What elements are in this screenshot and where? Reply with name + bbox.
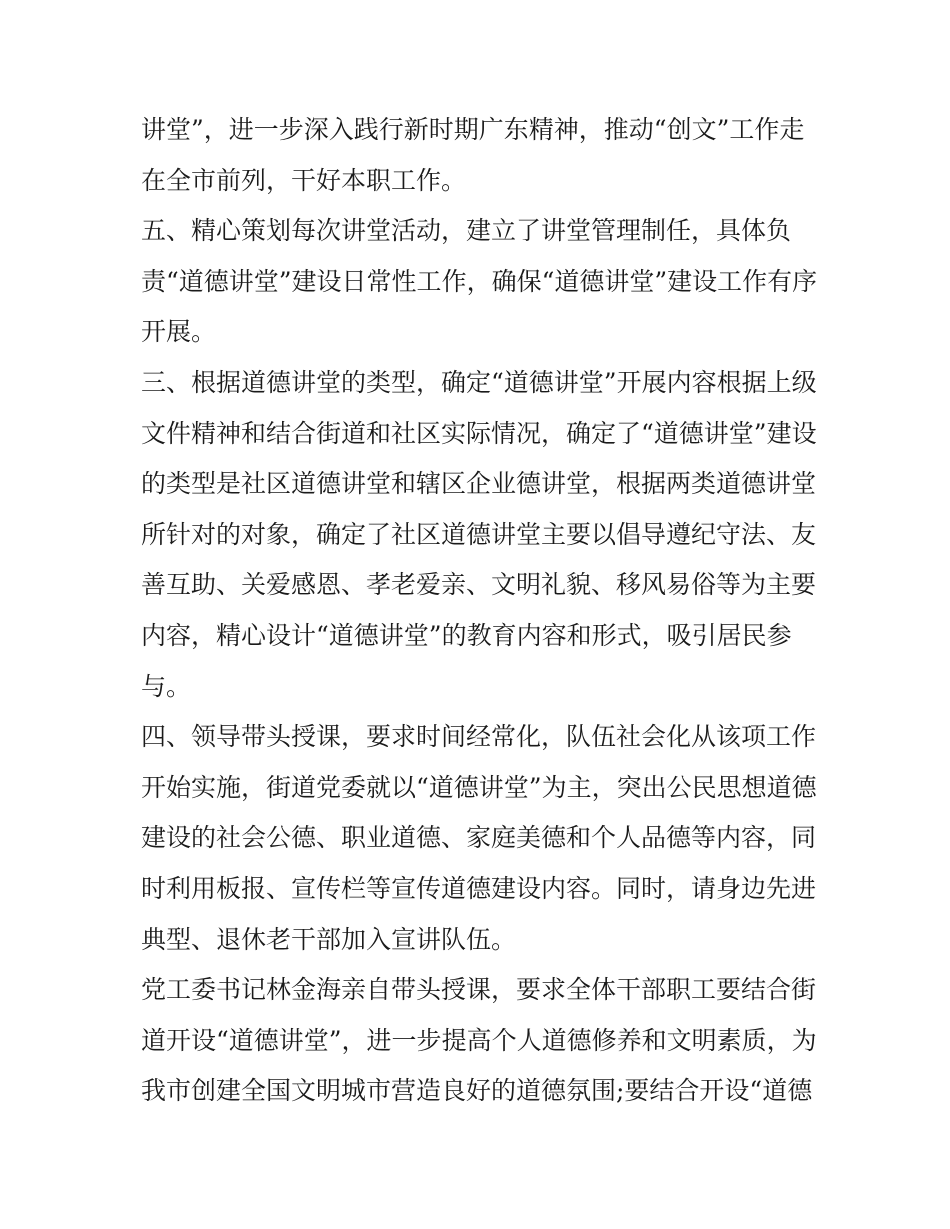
text-line: 我市创建全国文明城市营造良好的道德氛围;要结合开设“道德 bbox=[141, 1076, 813, 1106]
text-line: 讲堂”，进一步深入践行新时期广东精神，推动“创文”工作走 bbox=[141, 115, 805, 144]
text-line: 五、精心策划每次讲堂活动，建立了讲堂管理制任，具体负 bbox=[141, 216, 792, 246]
text-line: 所针对的对象，确定了社区道德讲堂主要以倡导遵纪守法、友 bbox=[141, 519, 817, 549]
document-body bbox=[141, 105, 821, 1117]
text-line: 开展。 bbox=[141, 317, 217, 347]
text-line: 内容，精心设计“道德讲堂”的教育内容和形式，吸引居民参 bbox=[141, 620, 792, 650]
text-line: 责“道德讲堂”建设日常性工作，确保“道德讲堂”建设工作有序 bbox=[141, 266, 818, 296]
text-line: 四、领导带头授课，要求时间经常化，队伍社会化从该项工作 bbox=[141, 722, 817, 752]
text-line: 时利用板报、宣传栏等宣传道德建设内容。同时，请身边先进 bbox=[141, 873, 817, 903]
text-line: 文件精神和结合街道和社区实际情况，确定了“道德讲堂”建设 bbox=[141, 418, 817, 448]
text-line: 三、根据道德讲堂的类型，确定“道德讲堂”开展内容根据上级 bbox=[141, 367, 817, 397]
text-line: 开始实施，街道党委就以“道德讲堂”为主，突出公民思想道德 bbox=[141, 772, 817, 802]
text-line: 道开设“道德讲堂”，进一步提高个人道德修养和文明素质，为 bbox=[141, 1025, 817, 1055]
text-line: 典型、退休老干部加入宣讲队伍。 bbox=[141, 924, 517, 954]
text-line: 在全市前列，干好本职工作。 bbox=[141, 165, 467, 195]
text-line: 与。 bbox=[141, 671, 192, 701]
text-line: 建设的社会公德、职业道德、家庭美德和个人品德等内容，同 bbox=[141, 823, 817, 853]
text-line: 党工委书记林金海亲自带头授课，要求全体干部职工要结合街 bbox=[141, 975, 817, 1005]
text-line: 善互助、关爱感恩、孝老爱亲、文明礼貌、移风易俗等为主要 bbox=[141, 570, 817, 600]
text-line: 的类型是社区道德讲堂和辖区企业德讲堂，根据两类道德讲堂 bbox=[141, 469, 817, 499]
